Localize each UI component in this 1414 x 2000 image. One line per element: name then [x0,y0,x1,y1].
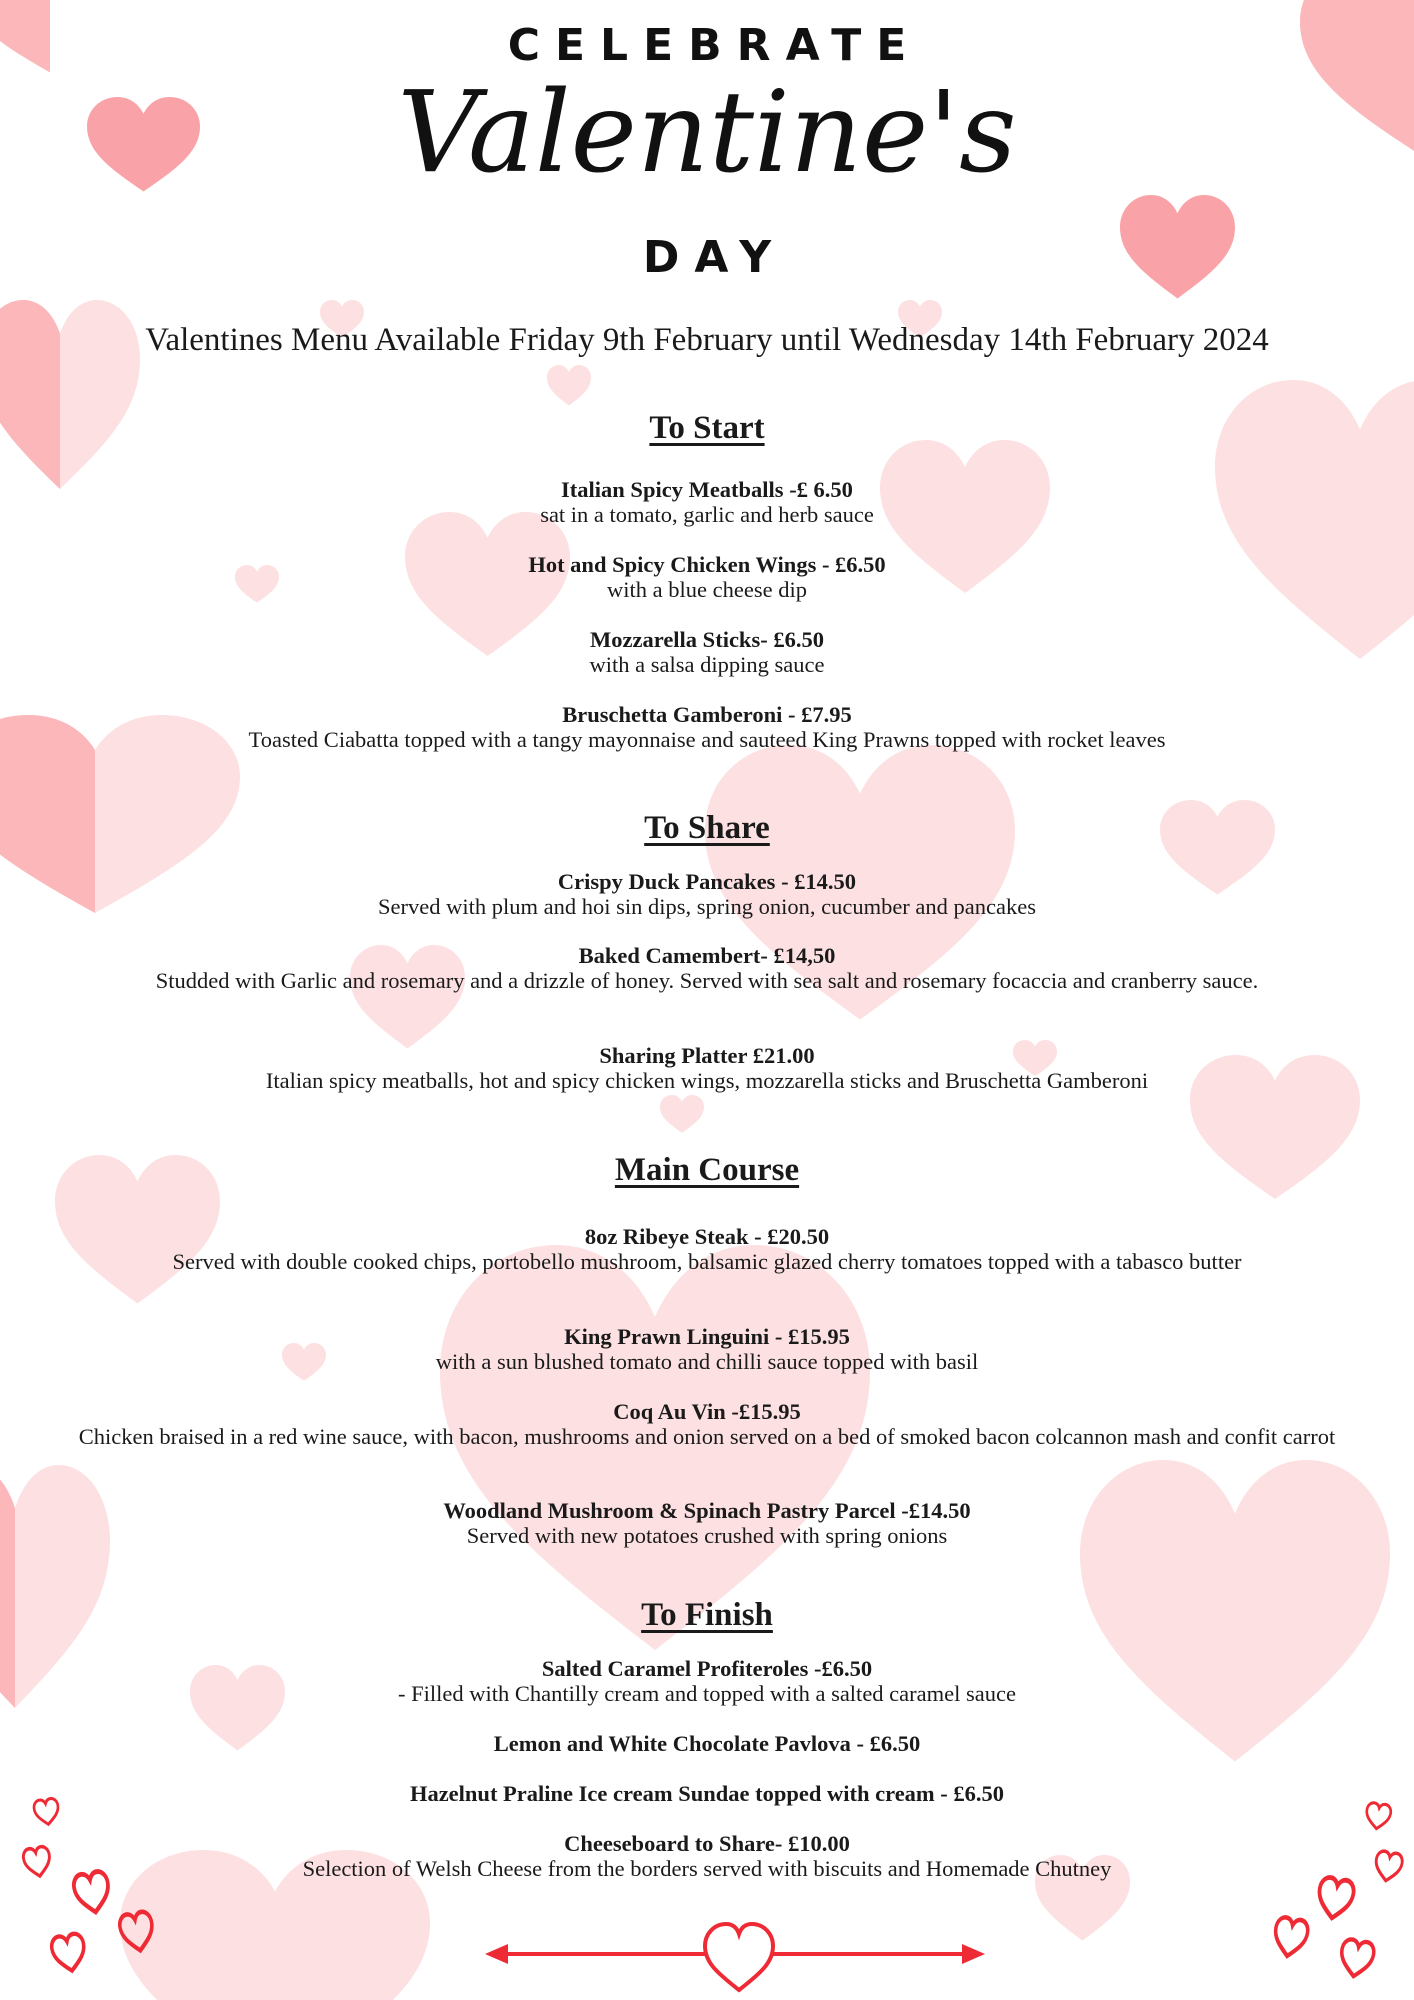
menu-item [60,1731,1354,1756]
header-day: DAY [642,232,787,283]
menu-item-name: Salted Caramel Profiteroles -£6.50 [541,1656,873,1681]
menu-item [60,1498,1354,1548]
menu-item-desc: Italian spicy meatballs, hot and spicy chicken wings, mozzarella sticks and Bruschetta Gamberoni [265,1068,1149,1093]
menu-item-name: Baked Camembert- £14,50 [578,943,836,968]
menu-item-desc: Served with double cooked chips, portobello mushroom, balsamic glazed cherry tomatoes topped with a tabasco butter [172,1249,1242,1274]
menu-item-desc: with a salsa dipping sauce [589,652,825,677]
menu-item-name: Crispy Duck Pancakes - £14.50 [557,869,857,894]
menu-item [60,1656,1354,1706]
section-heading-mains: Main Course [614,1152,800,1188]
menu-item [60,1324,1354,1374]
menu-item [60,1043,1354,1093]
menu-item-desc: Selection of Welsh Cheese from the borders served with biscuits and Homemade Chutney [302,1856,1112,1881]
menu-item-desc: Toasted Ciabatta topped with a tangy mayonnaise and sauteed King Prawns topped with rocket leaves [248,727,1166,752]
menu-item [60,1399,1354,1449]
menu-item-name: Hot and Spicy Chicken Wings - £6.50 [528,552,886,577]
menu-item-desc: Chicken braised in a red wine sauce, with bacon, mushrooms and onion served on a bed of smoked bacon colcannon mash and confit carrot [78,1424,1336,1449]
menu-item-name: Italian Spicy Meatballs -£ 6.50 [561,477,853,502]
menu-item-name: Bruschetta Gamberoni - £7.95 [562,702,852,727]
menu-item-desc: sat in a tomato, garlic and herb sauce [540,502,874,527]
menu-item-name: King Prawn Linguini - £15.95 [564,1324,850,1349]
section-heading-finish: To Finish [641,1597,773,1633]
menu-item [60,552,1354,602]
menu-item-name: 8oz Ribeye Steak - £20.50 [584,1224,830,1249]
availability-text: Valentines Menu Available Friday 9th February until Wednesday 14th February 2024 [145,322,1269,358]
menu-item [60,1224,1354,1274]
menu-item-name: Lemon and White Chocolate Pavlova - £6.50 [493,1731,921,1756]
header-script-title: Valentine's [397,68,1017,198]
menu-item [60,1781,1354,1806]
menu-item-name: Sharing Platter £21.00 [599,1043,815,1068]
menu-item-name: Cheeseboard to Share- £10.00 [564,1831,850,1856]
menu-item-name: Hazelnut Praline Ice cream Sundae topped with cream - £6.50 [409,1781,1005,1806]
menu-item [60,702,1354,752]
menu-item-desc: with a blue cheese dip [607,577,807,602]
menu-item [60,627,1354,677]
header-celebrate: CELEBRATE [507,20,922,71]
menu-item-name: Mozzarella Sticks- £6.50 [590,627,824,652]
menu-item [60,1831,1354,1881]
menu-item-desc: - Filled with Chantilly cream and topped with a salted caramel sauce [398,1681,1016,1706]
menu-item-desc: with a sun blushed tomato and chilli sauce topped with basil [435,1349,979,1374]
menu-item [60,943,1354,993]
menu-item [60,869,1354,919]
section-heading-starters: To Start [649,410,765,446]
menu-item-desc: Studded with Garlic and rosemary and a drizzle of honey. Served with sea salt and rosemary focaccia and cranberry sauce. [155,968,1259,993]
menu-item-name: Coq Au Vin -£15.95 [613,1399,801,1424]
menu-item-desc: Served with plum and hoi sin dips, spring onion, cucumber and pancakes [377,894,1036,919]
menu-item-desc: Served with new potatoes crushed with spring onions [466,1523,948,1548]
menu-item-name: Woodland Mushroom & Spinach Pastry Parcel -£14.50 [443,1498,971,1523]
section-heading-share: To Share [644,810,770,846]
menu-item [60,477,1354,527]
